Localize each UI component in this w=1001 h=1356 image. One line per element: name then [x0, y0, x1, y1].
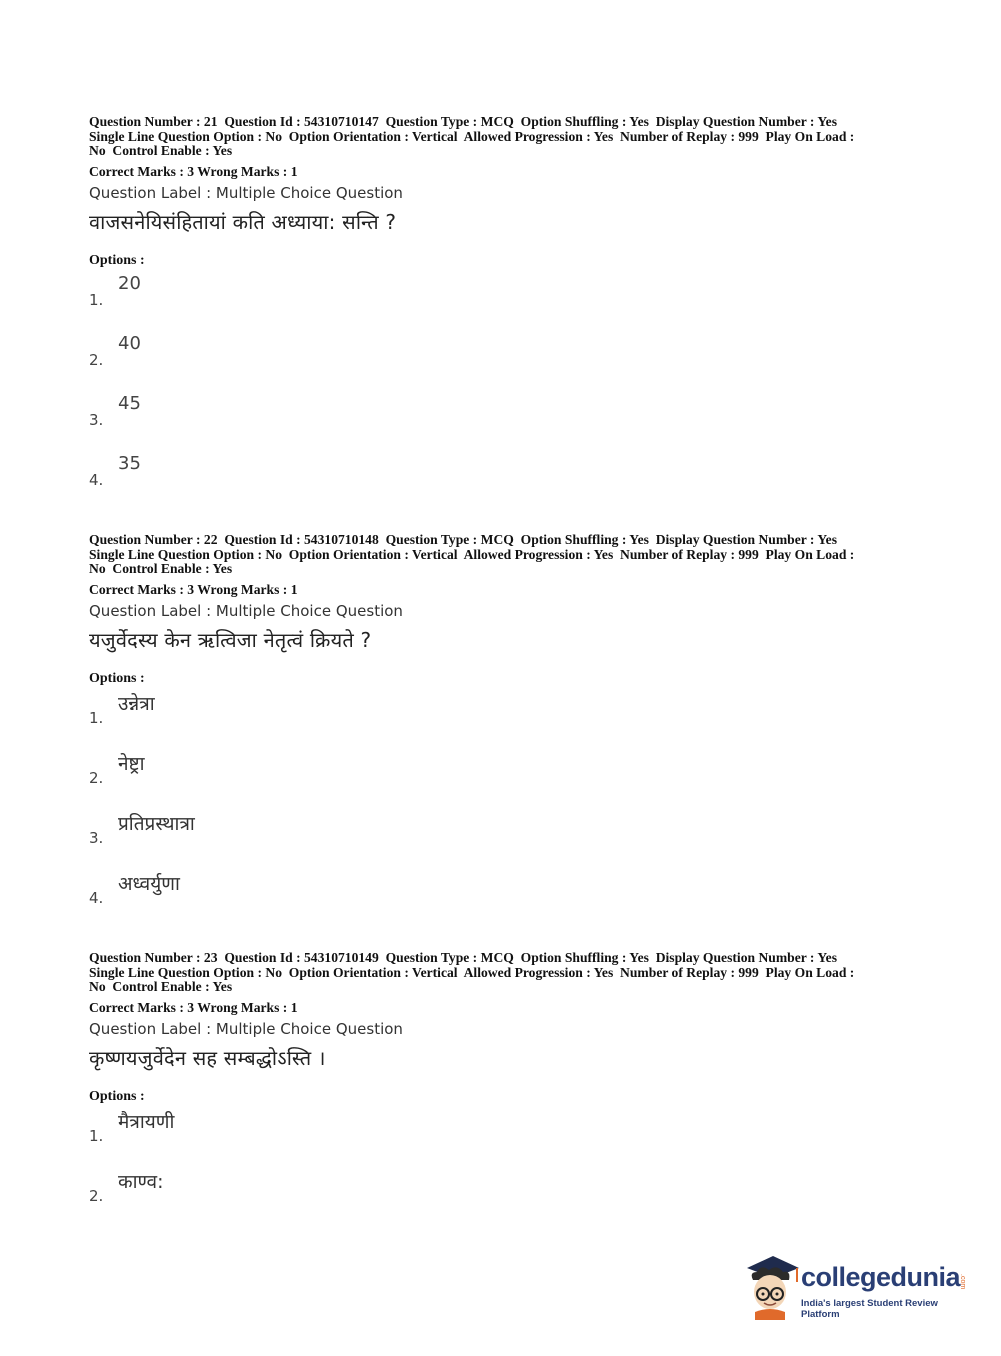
brand-tagline: India's largest Student Review Platform: [801, 1298, 938, 1320]
question-text: यजुर्वेदस्य केन ऋत्विजा नेतृत्वं क्रियते ?: [89, 627, 372, 652]
question-label: Question Label : Multiple Choice Question: [89, 1019, 403, 1038]
meta-line: No Control Enable : Yes: [89, 561, 233, 577]
options-heading: Options :: [89, 252, 145, 268]
option-number: 1.: [89, 708, 104, 727]
option-3[interactable]: [89, 389, 929, 449]
option-number: 4.: [89, 888, 104, 907]
option-number: 3.: [89, 828, 104, 847]
question-label: Question Label : Multiple Choice Question: [89, 601, 403, 620]
question-21: [89, 115, 929, 509]
question-text: कृष्णयजुर्वेदेन सह सम्बद्धोऽस्ति ।: [89, 1045, 326, 1070]
option-2[interactable]: [89, 747, 929, 807]
marks-line: Correct Marks : 3 Wrong Marks : 1: [89, 581, 298, 597]
option-text: अध्वर्युणा: [118, 872, 180, 895]
option-4[interactable]: [89, 449, 929, 509]
meta-line: Single Line Question Option : No Option Orientation : Vertical Allowed Progression : Yes Number of Replay : 999 Play On Load :: [89, 546, 855, 562]
option-number: 1.: [89, 290, 104, 309]
mascot-icon: [743, 1250, 801, 1320]
meta-line: Single Line Question Option : No Option Orientation : Vertical Allowed Progression : Yes Number of Replay : 999 Play On Load :: [89, 964, 855, 980]
meta-line: Question Number : 21 Question Id : 54310710147 Question Type : MCQ Option Shuffling : Yes Display Question Number : Yes: [89, 114, 837, 129]
option-1[interactable]: [89, 687, 929, 747]
collegedunia-logo: [743, 1250, 973, 1320]
option-number: 1.: [89, 1126, 104, 1145]
options-heading: Options :: [89, 670, 145, 686]
option-number: 2.: [89, 768, 104, 787]
option-number: 4.: [89, 470, 104, 489]
question-meta: [89, 533, 929, 577]
meta-line: Single Line Question Option : No Option Orientation : Vertical Allowed Progression : Yes Number of Replay : 999 Play On Load :: [89, 128, 855, 144]
option-2[interactable]: [89, 1165, 929, 1225]
marks-line: Correct Marks : 3 Wrong Marks : 1: [89, 163, 298, 179]
question-23: [89, 951, 929, 1225]
option-1[interactable]: [89, 1105, 929, 1165]
option-number: 2.: [89, 1186, 104, 1205]
option-text: 20: [118, 272, 141, 294]
option-text: 45: [118, 392, 141, 414]
option-text: प्रतिप्रस्थात्रा: [118, 812, 195, 835]
brand-suffix: .com: [959, 1274, 966, 1290]
question-label: Question Label : Multiple Choice Question: [89, 183, 403, 202]
marks-line: Correct Marks : 3 Wrong Marks : 1: [89, 999, 298, 1015]
option-2[interactable]: [89, 329, 929, 389]
option-text: 35: [118, 452, 141, 474]
option-number: 3.: [89, 410, 104, 429]
option-number: 2.: [89, 350, 104, 369]
question-22: [89, 533, 929, 927]
question-meta: [89, 115, 929, 159]
question-meta: [89, 951, 929, 995]
option-text: काण्व:: [118, 1170, 164, 1193]
meta-line: No Control Enable : Yes: [89, 979, 233, 995]
question-text: वाजसनेयिसंहितायां कति अध्याया: सन्ति ?: [89, 209, 397, 234]
option-4[interactable]: [89, 867, 929, 927]
option-text: नेष्ट्रा: [118, 752, 145, 775]
brand-name: collegedunia: [801, 1262, 961, 1292]
option-text: उन्नेत्रा: [118, 692, 155, 715]
meta-line: No Control Enable : Yes: [89, 143, 233, 159]
options-heading: Options :: [89, 1088, 145, 1104]
option-1[interactable]: [89, 269, 929, 329]
option-3[interactable]: [89, 807, 929, 867]
meta-line: Question Number : 22 Question Id : 54310710148 Question Type : MCQ Option Shuffling : Yes Display Question Number : Yes: [89, 532, 837, 547]
option-text: 40: [118, 332, 141, 354]
meta-line: Question Number : 23 Question Id : 54310710149 Question Type : MCQ Option Shuffling : Yes Display Question Number : Yes: [89, 950, 837, 965]
option-text: मैत्रायणी: [118, 1110, 175, 1133]
